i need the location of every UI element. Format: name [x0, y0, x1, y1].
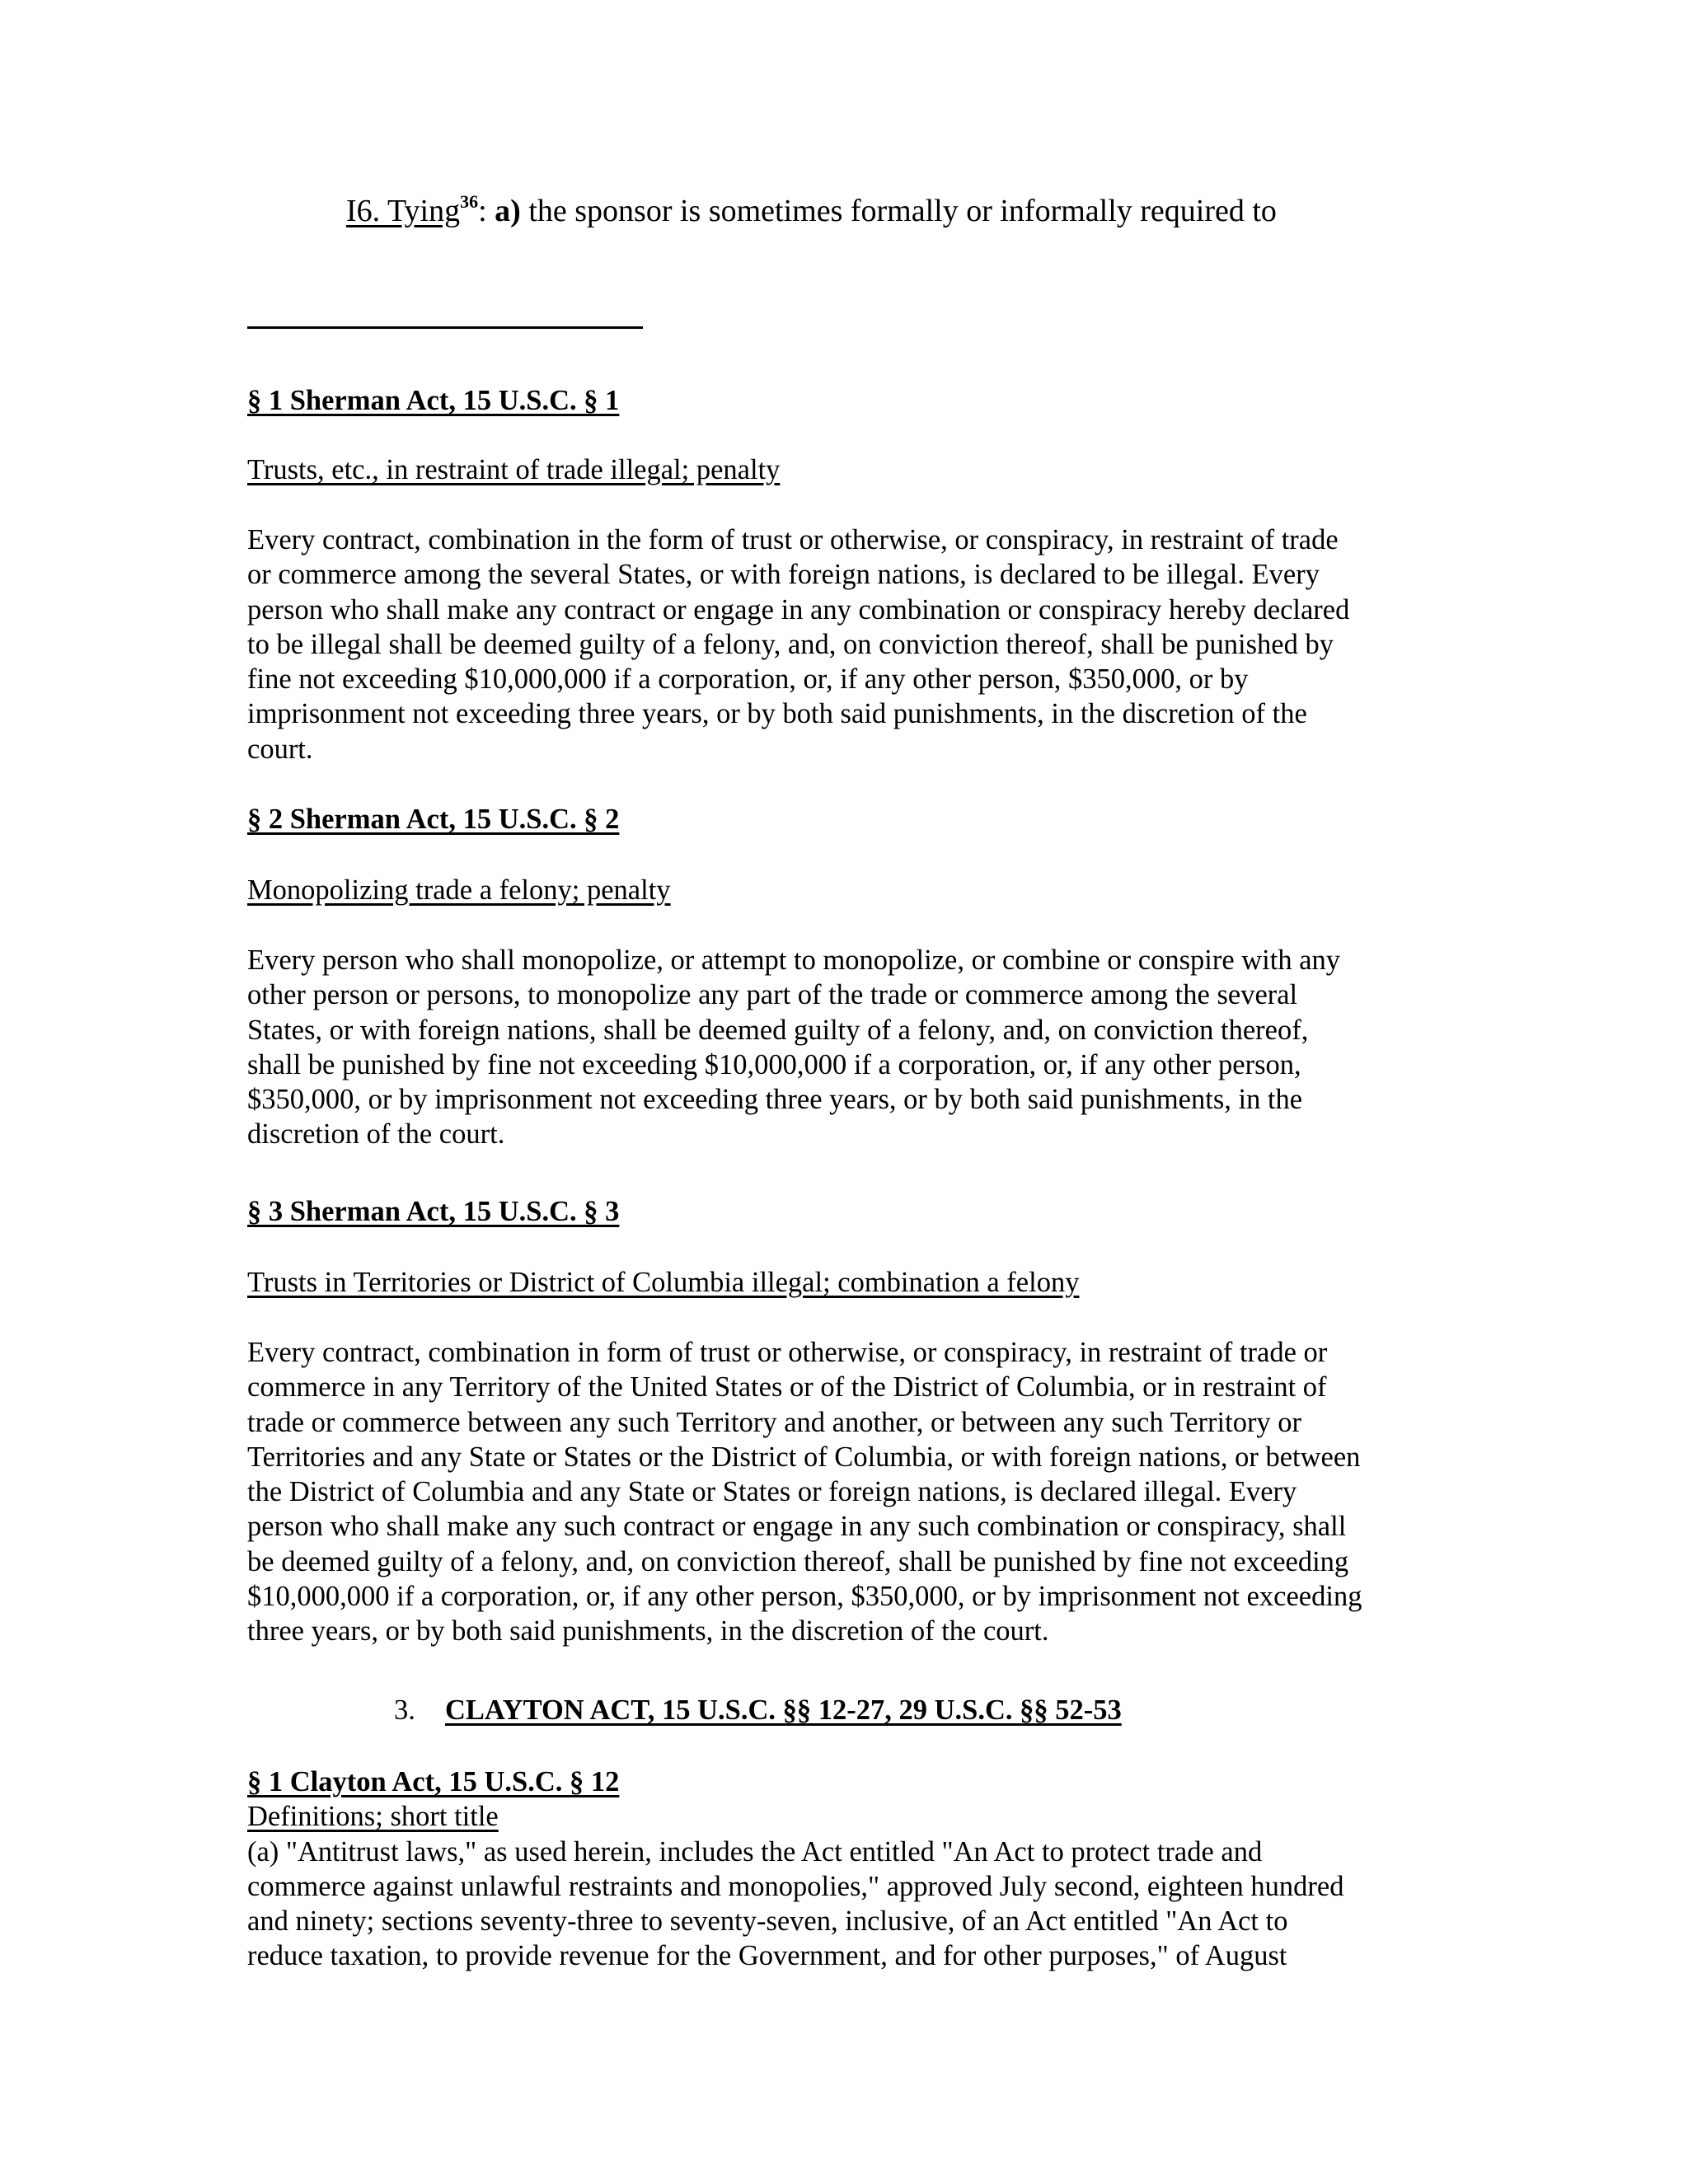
section-paragraph — [247, 1335, 1451, 1649]
body-text-line — [346, 191, 1277, 231]
paragraph-line: discretion of the court. — [247, 1118, 505, 1151]
paragraph-line: Every person who shall monopolize, or attempt to monopolize, or combine or conspire with any — [247, 944, 1341, 976]
paragraph-line: shall be punished by fine not exceeding $10,000,000 if a corporation, or, if any other person, — [247, 1048, 1301, 1080]
paragraph-line: commerce against unlawful restraints and monopolies," approved July second, eighteen hundred — [247, 1870, 1344, 1902]
heading-tying: I6. Tying — [346, 194, 461, 228]
section-paragraph — [247, 523, 1451, 766]
section-heading: § 1 Sherman Act, 15 U.S.C. § 1 — [247, 385, 620, 416]
paragraph-line: fine not exceeding $10,000,000 if a corporation, or, if any other person, $350,000, or by — [247, 663, 1249, 696]
paragraph-line: three years, or by both said punishments, in the discretion of the court. — [247, 1615, 1049, 1647]
item-marker: a) — [495, 194, 521, 228]
paragraph-line: to be illegal shall be deemed guilty of a felony, and, on conviction thereof, shall be punished by — [247, 628, 1334, 660]
section-subheading: Trusts in Territories or District of Columbia illegal; combination a felony — [247, 1267, 1080, 1298]
paragraph-line: Every contract, combination in the form of trust or otherwise, or conspiracy, in restraint of trade — [247, 524, 1339, 555]
clayton-section — [247, 1765, 1451, 1974]
paragraph-line: (a) "Antitrust laws," as used herein, includes the Act entitled "An Act to protect trade and — [247, 1835, 1263, 1868]
section-subheading: Trusts, etc., in restraint of trade illegal; penalty — [247, 454, 781, 485]
paragraph-line: imprisonment not exceeding three years, or by both said punishments, in the discretion of the — [247, 698, 1307, 730]
paragraph-line: Every contract, combination in form of trust or otherwise, or conspiracy, in restraint of trade or — [247, 1337, 1328, 1368]
section-subheading: Monopolizing trade a felony; penalty — [247, 874, 671, 906]
footnote-reference: 36 — [460, 191, 479, 212]
paragraph-line: and ninety; sections seventy-three to seventy-seven, inclusive, of an Act entitled "An Act to — [247, 1905, 1288, 1938]
heading-number: 3. — [394, 1694, 415, 1726]
paragraph-line: Territories and any State or States or the District of Columbia, or with foreign nations, or between — [247, 1441, 1361, 1473]
colon: : — [478, 194, 495, 228]
paragraph-line: or commerce among the several States, or with foreign nations, is declared to be illegal. Every — [247, 559, 1320, 591]
paragraph-line: person who shall make any contract or engage in any combination or conspiracy hereby declared — [247, 593, 1350, 626]
section-heading: § 2 Sherman Act, 15 U.S.C. § 2 — [247, 804, 620, 835]
paragraph-line: person who shall make any such contract or engage in any such combination or conspiracy, shall — [247, 1511, 1347, 1543]
section-paragraph — [247, 943, 1451, 1152]
section-heading: § 3 Sherman Act, 15 U.S.C. § 3 — [247, 1196, 620, 1227]
clayton-act-heading — [394, 1693, 1122, 1727]
paragraph-line: $10,000,000 if a corporation, or, if any other person, $350,000, or by imprisonment not exceeding — [247, 1581, 1362, 1613]
paragraph-line: commerce in any Territory of the United States or of the District of Columbia, or in restraint of — [247, 1371, 1327, 1404]
paragraph-line: be deemed guilty of a felony, and, on conviction thereof, shall be punished by fine not exceeding — [247, 1545, 1349, 1577]
section-subheading: Definitions; short title — [247, 1801, 499, 1833]
paragraph-line: the District of Columbia and any State or States or foreign nations, is declared illegal. Every — [247, 1476, 1297, 1508]
paragraph-line: trade or commerce between any such Territory and another, or between any such Territory or — [247, 1406, 1302, 1438]
paragraph-line: $350,000, or by imprisonment not exceeding three years, or by both said punishments, in the — [247, 1084, 1303, 1116]
paragraph-line: court. — [247, 733, 313, 765]
body-text: the sponsor is sometimes formally or informally required to — [520, 194, 1277, 228]
footnote-separator — [247, 326, 643, 329]
paragraph-line: reduce taxation, to provide revenue for the Government, and for other purposes," of August — [247, 1940, 1287, 1972]
paragraph-line: States, or with foreign nations, shall be deemed guilty of a felony, and, on conviction thereof, — [247, 1014, 1309, 1046]
paragraph-line: other person or persons, to monopolize any part of the trade or commerce among the several — [247, 979, 1298, 1011]
section-heading: § 1 Clayton Act, 15 U.S.C. § 12 — [247, 1766, 620, 1797]
heading-title: CLAYTON ACT, 15 U.S.C. §§ 12-27, 29 U.S.C. §§ 52-53 — [445, 1694, 1122, 1726]
